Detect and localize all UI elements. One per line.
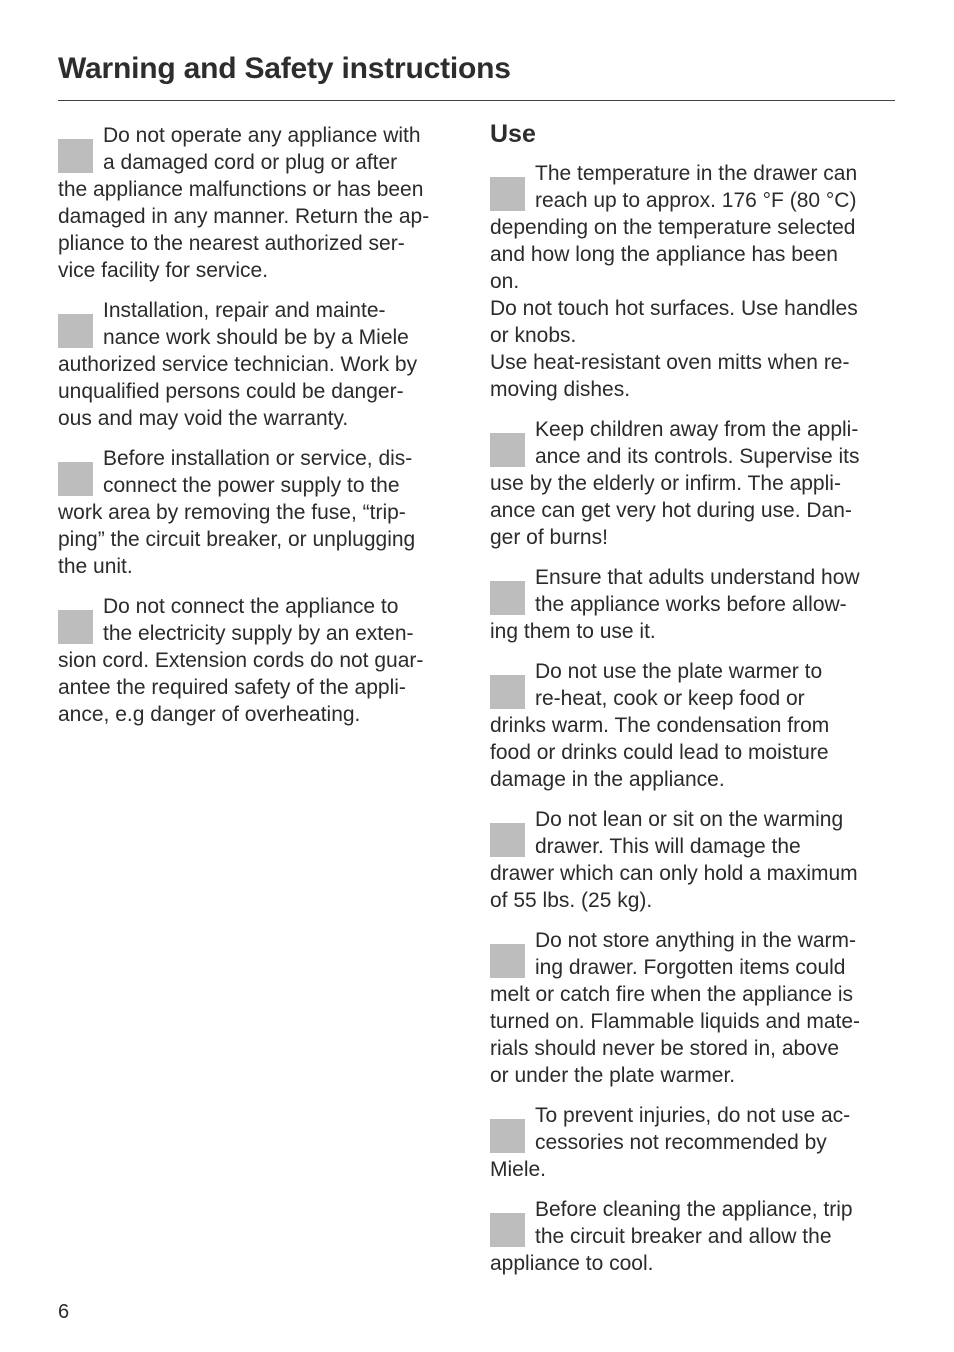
warning-square-icon [490, 177, 525, 211]
warning-square-icon [490, 944, 525, 978]
warning-square-icon [490, 433, 525, 467]
warning-text: The temperature in the drawer can reach up to approx. 176 °F (80 °C) depending on the temperature selected and how long the appliance has been on. Do not touch hot surfaces. Use handles or knobs. Use heat-resistant oven mitts when re- moving dishes. [490, 162, 858, 401]
warning-text: Do not store anything in the warm- ing drawer. Forgotten items could melt or catch fire when the appliance is turned on. Flammable liquids and mate- rials should never be stored in, above or under the plate warmer. [490, 929, 861, 1087]
warning-square-icon [58, 314, 93, 348]
warning-item [58, 297, 468, 432]
page-number: 6 [58, 1301, 70, 1323]
warning-square-icon [490, 675, 525, 709]
warning-text: Ensure that adults understand how the appliance works before allow- ing them to use it. [490, 566, 860, 643]
warning-item [490, 1196, 900, 1277]
warning-text: Before installation or service, dis- connect the power supply to the work area by removing the fuse, “trip- ping” the circuit breaker, or unplugging the unit. [58, 447, 416, 578]
warning-item [490, 927, 900, 1089]
left-column [58, 122, 468, 741]
page-title: Warning and Safety instructions [58, 52, 511, 85]
warning-square-icon [58, 139, 93, 173]
warning-square-icon [58, 462, 93, 496]
warning-text: Do not use the plate warmer to re-heat, cook or keep food or drinks warm. The condensation from food or drinks could lead to moisture damage in the appliance. [490, 660, 830, 791]
warning-item [58, 593, 468, 728]
warning-text: Before cleaning the appliance, trip the circuit breaker and allow the appliance to cool. [490, 1198, 853, 1275]
warning-square-icon [490, 823, 525, 857]
warning-text: To prevent injuries, do not use ac- cessories not recommended by Miele. [490, 1104, 851, 1181]
warning-square-icon [58, 610, 93, 644]
warning-square-icon [490, 1213, 525, 1247]
right-column [490, 118, 900, 1290]
warning-item [490, 806, 900, 914]
warning-text: Do not connect the appliance to the electricity supply by an exten- sion cord. Extension cords do not guar- antee the required safety of the appli- ance, e.g danger of overheating. [58, 595, 424, 726]
warning-text: Do not lean or sit on the warming drawer. This will damage the drawer which can only hold a maximum of 55 lbs. (25 kg). [490, 808, 858, 912]
title-rule [58, 100, 895, 101]
warning-text: Keep children away from the appli- ance and its controls. Supervise its use by the elderly or infirm. The appli- ance can get very hot during use. Dan- ger of burns! [490, 418, 860, 549]
warning-item [490, 416, 900, 551]
warning-square-icon [490, 581, 525, 615]
warning-item [490, 658, 900, 793]
warning-item [490, 1102, 900, 1183]
use-heading: Use [490, 120, 536, 148]
warning-item [490, 564, 900, 645]
warning-square-icon [490, 1119, 525, 1153]
warning-text: Do not operate any appliance with a damaged cord or plug or after the appliance malfunctions or has been damaged in any manner. Return the ap- pliance to the nearest authorized ser- vice facility for service. [58, 124, 430, 282]
warning-item [58, 122, 468, 284]
warning-item [490, 160, 900, 403]
warning-item [58, 445, 468, 580]
warning-text: Installation, repair and mainte- nance work should be by a Miele authorized service technician. Work by unqualified persons could be danger- ous and may void the warranty. [58, 299, 418, 430]
